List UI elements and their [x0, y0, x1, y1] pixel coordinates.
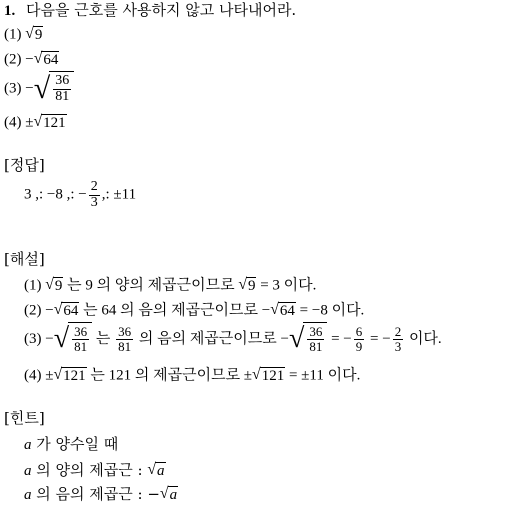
hint-line-3 [24, 486, 178, 504]
answer-text: ,: ±11 [101, 186, 137, 203]
hint-heading: [힌트] [4, 409, 45, 427]
line-label: (3) [24, 330, 42, 347]
sqrt-expression: √ 121 [252, 366, 285, 384]
radicand: 64 [43, 52, 59, 68]
variable: a [24, 486, 32, 503]
radicand: 121 [43, 115, 66, 131]
radicand: 64 [63, 303, 79, 319]
sign: ± [25, 114, 34, 131]
hint-line-1 [24, 437, 118, 453]
variable: a [157, 463, 165, 479]
question-item-1 [4, 26, 43, 44]
sqrt-expression: √ 64 [33, 50, 59, 68]
question-number: 1. [4, 3, 16, 19]
fraction: $\frac{36}{81}$ [55, 73, 70, 104]
explanation-text: 는 [95, 330, 111, 347]
explanation-text: = ±11 이다. [288, 367, 361, 384]
line-label: (1) [24, 277, 42, 294]
answer-line [24, 180, 136, 210]
question-item-3 [4, 71, 74, 107]
question-item-2 [4, 51, 59, 69]
fraction: $\frac{6}{9}$ [355, 323, 363, 354]
explanation-line-3 [24, 322, 442, 356]
radicand: 64 [279, 303, 295, 319]
item-label: (3) [4, 80, 22, 97]
answer-heading: [정답] [4, 156, 45, 174]
variable: a [24, 437, 32, 453]
answer-fraction: $\frac{2}{3}$ [90, 179, 98, 210]
variable: a [24, 462, 32, 479]
sign: − [45, 302, 54, 319]
equals-text: = − [370, 330, 391, 347]
explanation-heading: [해설] [4, 250, 45, 268]
answer-text: 3 ,: −8 ,: − [24, 186, 87, 203]
sign: ± [45, 367, 54, 384]
sqrt-expression: √ 64 [53, 301, 79, 319]
explanation-line-4 [24, 367, 360, 385]
sqrt-expression: √ 121 [33, 113, 66, 131]
hint-text: 의 음의 제곱근 : − [36, 484, 160, 503]
sqrt-expression: √ a [147, 461, 165, 479]
radicand: 9 [34, 27, 43, 43]
hint-line-2 [24, 462, 166, 480]
explanation-line-2 [24, 302, 364, 320]
sign: − [25, 51, 34, 68]
question-prompt: 다음을 근호를 사용하지 않고 나타내어라. [26, 1, 297, 19]
fraction: $\frac{2}{3}$ [394, 323, 402, 354]
hint-text: 가 양수일 때 [36, 435, 119, 453]
explanation-text: 의 음의 제곱근이므로 − [138, 330, 289, 347]
sqrt-expression: √ 9 [25, 25, 43, 43]
sqrt-expression: √ $\frac{36}{81}$ [34, 71, 74, 107]
item-label: (2) [4, 51, 22, 68]
hint-text: 의 양의 제곱근 : [36, 460, 143, 479]
sqrt-expression: √ 121 [53, 366, 86, 384]
explanation-line-1 [24, 277, 316, 295]
item-label: (1) [4, 26, 22, 43]
sqrt-expression: √ $\frac{36}{81}$ [54, 322, 92, 356]
sqrt-expression: √ 9 [45, 276, 63, 294]
sign: − [45, 330, 54, 347]
explanation-text: 는 64 의 음의 제곱근이므로 − [83, 302, 271, 319]
radicand: 9 [54, 278, 63, 294]
explanation-text: 는 9 의 양의 제곱근이므로 [67, 277, 235, 294]
line-label: (2) [24, 302, 42, 319]
sqrt-expression: √ 9 [238, 276, 256, 294]
radicand: 121 [63, 368, 86, 384]
sqrt-expression: √ 64 [270, 301, 295, 319]
equals-text: = − [331, 330, 352, 347]
explanation-text: 이다. [408, 330, 442, 347]
radicand: 121 [261, 368, 285, 384]
radicand: 9 [247, 278, 256, 294]
sqrt-expression: √ a [159, 485, 178, 503]
line-label: (4) [24, 367, 42, 384]
item-label: (4) [4, 114, 22, 131]
explanation-text: 는 121 의 제곱근이므로 ± [90, 367, 253, 384]
fraction: $\frac{36}{81}$ [118, 323, 132, 354]
sqrt-expression: √ $\frac{36}{81}$ [289, 322, 327, 356]
explanation-text: = 3 이다. [260, 277, 317, 294]
explanation-text: = −8 이다. [299, 302, 365, 319]
variable: a [169, 487, 178, 503]
sign: − [25, 80, 34, 97]
question-header [4, 3, 296, 19]
question-item-4 [4, 114, 67, 132]
